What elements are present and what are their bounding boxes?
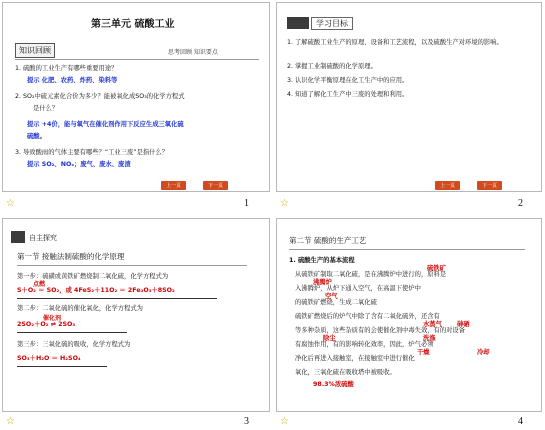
- next-page-button[interactable]: 下一页: [477, 181, 502, 190]
- fill-term-7: 洗涤: [423, 335, 436, 342]
- equation-1: S＋O₂ ＝ SO₂，或 4FeS₂＋11O₂ ＝ 2Fe₂O₃＋8SO₂: [17, 287, 175, 294]
- star-icon: ☆: [6, 416, 15, 427]
- answer-2-cont: 硫酸。: [27, 133, 46, 140]
- question-1: 1. 硫酸的工业生产有哪些重要用途？: [15, 65, 118, 72]
- slide-2: [276, 2, 542, 192]
- star-icon: ☆: [280, 416, 289, 427]
- slide-4: [276, 218, 542, 412]
- page-number-3: 3: [244, 416, 249, 427]
- corner-block-icon: [11, 231, 25, 243]
- fill-term-4: 水蒸气: [423, 321, 442, 328]
- answer-line-3: [17, 366, 107, 367]
- goal-item-2: 2. 掌握工业制硫酸的化学原理。: [287, 63, 377, 70]
- answer-1: 提示 化肥、农药、炸药、染料等: [27, 77, 118, 84]
- answer-line-1: [17, 298, 217, 299]
- process-line-6: 有腐蚀作用，有的影响转化效率，因此，炉气必须: [295, 341, 434, 348]
- fill-term-6: 除尘: [323, 335, 336, 342]
- goal-item-3: 3. 认识化学平衡原理在化工生产中的应用。: [287, 77, 409, 84]
- equation-2: 2SO₂＋O₂ ⇌ 2SO₃: [17, 321, 76, 328]
- slide-1: [2, 2, 270, 192]
- section-heading-1: 第一节 接触法制硫酸的化学原理: [17, 252, 125, 261]
- process-line-2: 入沸腾炉，从炉下通入空气，在高温下使炉中: [295, 285, 421, 292]
- answer-line-2: [17, 332, 127, 333]
- fill-term-8: 干燥: [417, 349, 430, 356]
- question-2-cont: 是什么？: [33, 105, 59, 112]
- self-explore-label: 自主探究: [29, 234, 57, 242]
- fill-term-3: 空气: [325, 293, 338, 300]
- process-subheading: 1. 硫酸生产的基本流程: [289, 257, 355, 264]
- goal-item-4: 4. 知道了解化工生产中三废的处理和利用。: [287, 91, 409, 98]
- equation-1-condition: 点燃: [33, 281, 46, 288]
- answer-3: 提示 SO₂、NOₓ；废气、废水、废渣: [27, 161, 131, 168]
- page-number-2: 2: [518, 198, 523, 209]
- page-number-4: 4: [518, 416, 523, 427]
- equation-2-condition: 催化剂: [43, 315, 62, 322]
- star-icon: ☆: [6, 198, 15, 209]
- learning-goals-header: 学习目标: [311, 17, 353, 30]
- process-line-8: 氧化，三氧化硫在吸收塔中被吸收。: [295, 369, 396, 376]
- question-3: 3. 导致酸雨的气体主要有哪些？“工业三废”是指什么？: [15, 149, 169, 156]
- fill-term-10: 98.3%浓硫酸: [313, 381, 354, 388]
- page-number-1: 1: [244, 198, 249, 209]
- star-icon: ☆: [280, 198, 289, 209]
- section-divider: [289, 249, 525, 250]
- equation-3: SO₃＋H₂O ＝ H₂SO₄: [17, 355, 81, 362]
- slide-3: [2, 218, 270, 412]
- next-page-button[interactable]: 下一页: [203, 181, 228, 190]
- answer-2: 提示 +4价，能与氧气在催化剂作用下反应生成三氧化硫: [27, 121, 184, 128]
- fill-term-2: 沸腾炉: [313, 279, 332, 286]
- question-2: 2. SO₂中硫元素化合价为多少？能被氧化成SO₃的化学方程式: [15, 93, 185, 100]
- step-1: 第一步：硫磺或黄铁矿燃烧制二氧化硫，化学方程式为: [17, 273, 169, 280]
- slide-1-divider: [15, 59, 259, 60]
- process-line-4: 硫铁矿燃烧后的炉气中除了含有二氧化硫外，还含有: [295, 313, 440, 320]
- process-line-7: 净化后再进入接触室，在接触室中进行催化: [295, 355, 415, 362]
- step-3: 第三步：三氧化硫的吸收，化学方程式为: [17, 341, 131, 348]
- knowledge-subtag: 思考回顾 知识要点: [168, 49, 218, 56]
- knowledge-review-tag: 知识回顾: [15, 43, 55, 58]
- fill-term-5: 砷硒: [457, 321, 470, 328]
- prev-page-button[interactable]: 上一页: [435, 181, 460, 190]
- prev-page-button[interactable]: 上一页: [161, 181, 186, 190]
- process-line-5: 等多种杂质，这些杂质有的会使催化剂中毒失效，有的对设备: [295, 327, 466, 334]
- section-heading-2: 第二节 硫酸的生产工艺: [289, 236, 367, 245]
- process-line-1: 从硫铁矿制取二氧化硫，是在沸腾炉中进行的，原料是: [295, 271, 447, 278]
- fill-term-9: 冷却: [477, 349, 490, 356]
- slide-1-title: 第三单元 硫酸工业: [91, 19, 175, 30]
- process-line-3: 的硫铁矿燃烧，生成二氧化硫: [295, 299, 377, 306]
- goal-item-1: 1. 了解硫酸工业生产的原理、设备和工艺流程，以及硫酸生产对环境的影响。: [287, 39, 503, 46]
- section-divider: [17, 265, 247, 266]
- fill-term-1: 硫铁矿: [427, 265, 446, 272]
- header-block-icon: [287, 17, 309, 29]
- step-2: 第二步：二氧化硫的催化氧化，化学方程式为: [17, 305, 143, 312]
